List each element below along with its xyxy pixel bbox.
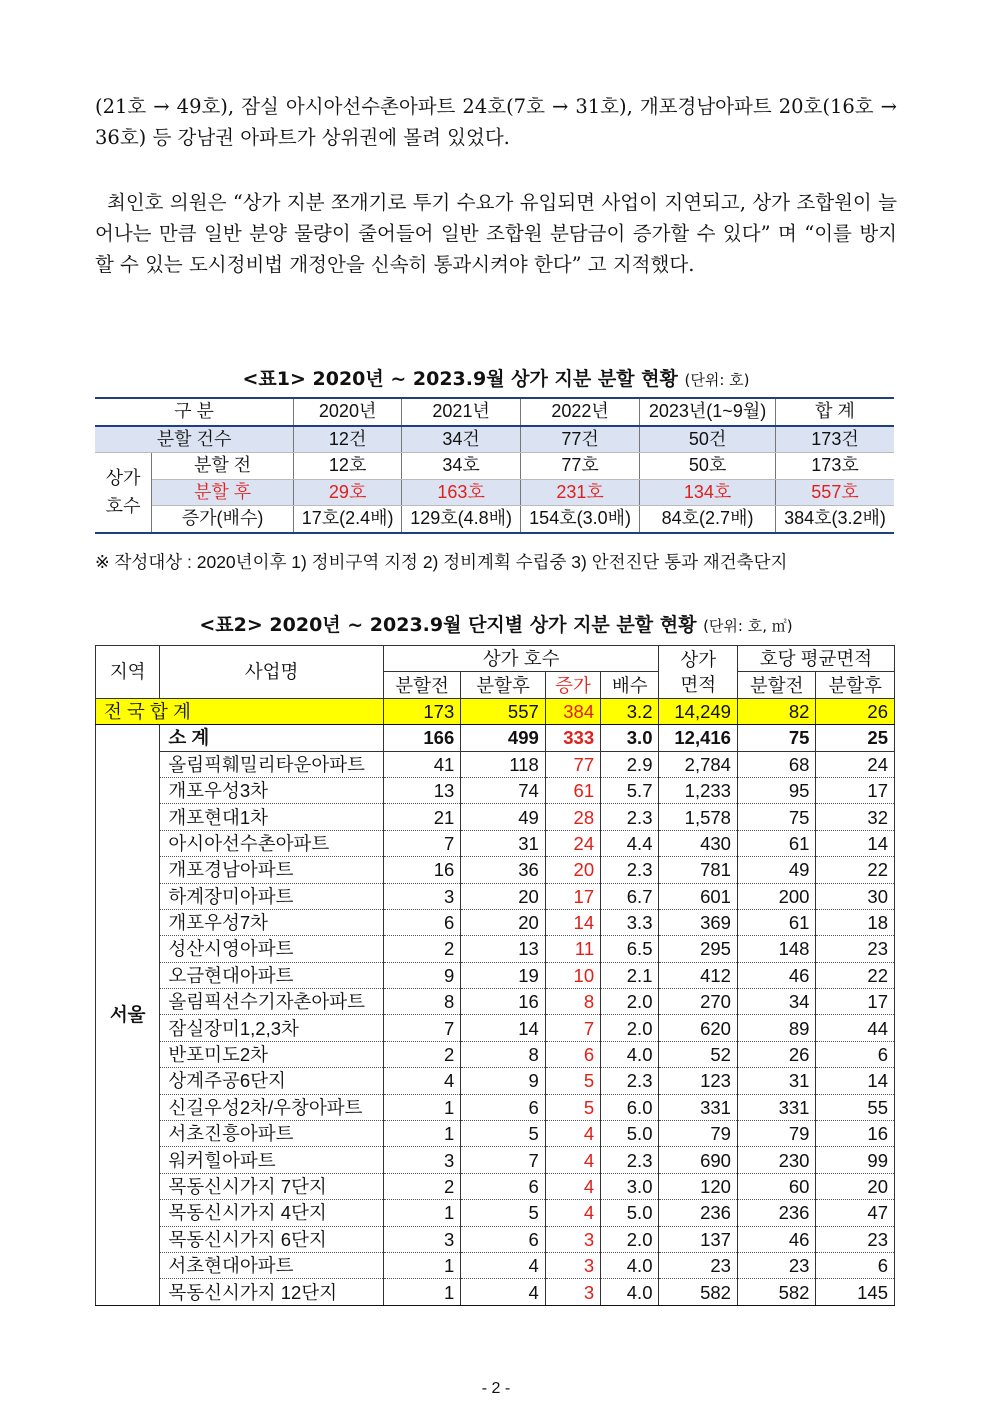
table1-header-cell: 합 계 — [776, 398, 894, 426]
table2-cell: 1,233 — [659, 777, 737, 803]
table2-cell: 82 — [737, 698, 815, 724]
table2-cell: 44 — [816, 1015, 895, 1041]
table2-cell: 6 — [461, 1226, 546, 1252]
table2-cell: 3.2 — [601, 698, 659, 724]
table2-subtotal-label: 소 계 — [160, 725, 383, 751]
table1-cell: 154호(3.0배) — [521, 506, 640, 533]
table2-cell: 4 — [461, 1252, 546, 1278]
table2-header-store-count: 상가 호수 — [383, 646, 659, 672]
table2-cell: 9 — [383, 962, 460, 988]
table1 — [95, 397, 894, 534]
table2-project-name: 서초현대아파트 — [160, 1252, 383, 1278]
table2-subtotal-row — [96, 725, 895, 751]
table2-cell: 4 — [461, 1279, 546, 1305]
table2-cell: 690 — [659, 1147, 737, 1173]
table1-cell: 84호(2.7배) — [640, 506, 776, 533]
paragraph-1: (21호 → 49호), 잠실 아시아선수촌아파트 24호(7호 → 31호), 개포경남아파트 20호(16호 → 36호) 등 강남권 아파트가 상위권에 몰려 있었다. — [95, 95, 897, 149]
table2-header-cell: 분할전 — [383, 672, 460, 698]
table1-cell: 29호 — [294, 479, 402, 506]
table2-cell: 1 — [383, 1252, 460, 1278]
table2-header-area: 상가 면적 — [659, 646, 737, 699]
table2-data-row — [96, 777, 895, 803]
table2-cell: 118 — [461, 751, 546, 777]
table2-data-row — [96, 936, 895, 962]
table1-row-label: 분할 후 — [152, 479, 294, 506]
table2-cell: 23 — [737, 1252, 815, 1278]
table2-cell: 2.3 — [601, 1068, 659, 1094]
table2-caption — [0, 610, 992, 637]
table2-cell: 5 — [545, 1068, 600, 1094]
table2-cell: 2.3 — [601, 804, 659, 830]
table2-cell: 6 — [545, 1041, 600, 1067]
table1-group-label: 상가 호수 — [95, 453, 152, 533]
table2-cell: 6.5 — [601, 936, 659, 962]
table2-cell: 16 — [816, 1121, 895, 1147]
table2-cell: 31 — [461, 830, 546, 856]
table2-project-name: 잠실장미1,2,3차 — [160, 1015, 383, 1041]
table2-cell: 1 — [383, 1094, 460, 1120]
table2-cell: 12,416 — [659, 725, 737, 751]
table2-cell: 230 — [737, 1147, 815, 1173]
table2-header-region: 지역 — [96, 646, 160, 699]
table2-cell: 369 — [659, 909, 737, 935]
table2-cell: 137 — [659, 1226, 737, 1252]
table2-cell: 3.0 — [601, 1173, 659, 1199]
table2-cell: 14 — [816, 1068, 895, 1094]
table1-header-cell: 2020년 — [294, 398, 402, 426]
table2-cell: 14 — [545, 909, 600, 935]
table2-cell: 384 — [545, 698, 600, 724]
table1-row-increase — [95, 506, 894, 533]
table2-header-cell: 분할전 — [737, 672, 815, 698]
table2-project-name: 목동신시가지 4단지 — [160, 1200, 383, 1226]
table2-cell: 2.1 — [601, 962, 659, 988]
table2-cell: 20 — [545, 857, 600, 883]
table2-data-row — [96, 1147, 895, 1173]
table2-cell: 6 — [461, 1094, 546, 1120]
table1-cell: 173호 — [776, 453, 894, 480]
table2-cell: 13 — [383, 777, 460, 803]
table2-title: <표2> 2020년 ~ 2023.9월 단지별 상가 지분 분할 현황 — [199, 614, 697, 636]
table2-project-name: 성산시영아파트 — [160, 936, 383, 962]
table2-cell: 34 — [737, 989, 815, 1015]
table1-row-label: 분할 전 — [152, 453, 294, 480]
table2-data-row — [96, 1173, 895, 1199]
table2-region-label: 서울 — [96, 725, 160, 1306]
table2-project-name: 서초진흥아파트 — [160, 1121, 383, 1147]
table2-cell: 1 — [383, 1121, 460, 1147]
table2-cell: 5.0 — [601, 1121, 659, 1147]
table2-data-row — [96, 1015, 895, 1041]
table2-cell: 4.4 — [601, 830, 659, 856]
table2-cell: 2.3 — [601, 857, 659, 883]
table1-count-row — [95, 426, 894, 453]
table1-cell: 77건 — [521, 426, 640, 453]
table2-cell: 412 — [659, 962, 737, 988]
table2-cell: 4 — [545, 1147, 600, 1173]
table2-cell: 52 — [659, 1041, 737, 1067]
table2-data-row — [96, 1068, 895, 1094]
table2-cell: 2 — [383, 936, 460, 962]
table2-cell: 68 — [737, 751, 815, 777]
table2-cell: 28 — [545, 804, 600, 830]
table1-row-label: 증가(배수) — [152, 506, 294, 533]
table2 — [95, 645, 895, 1306]
table2-cell: 3 — [545, 1279, 600, 1305]
table2-cell: 61 — [737, 909, 815, 935]
table1-cell: 384호(3.2배) — [776, 506, 894, 533]
table1-cell: 17호(2.4배) — [294, 506, 402, 533]
table2-cell: 23 — [659, 1252, 737, 1278]
table2-data-row — [96, 989, 895, 1015]
table2-cell: 19 — [461, 962, 546, 988]
table2-cell: 5.0 — [601, 1200, 659, 1226]
table2-cell: 25 — [816, 725, 895, 751]
table2-cell: 10 — [545, 962, 600, 988]
table2-data-row — [96, 1226, 895, 1252]
table2-project-name: 목동신시가지 6단지 — [160, 1226, 383, 1252]
table2-project-name: 목동신시가지 12단지 — [160, 1279, 383, 1305]
table2-data-row — [96, 1200, 895, 1226]
table2-cell: 11 — [545, 936, 600, 962]
table2-cell: 2.3 — [601, 1147, 659, 1173]
table2-cell: 74 — [461, 777, 546, 803]
table2-project-name: 올림픽선수기자촌아파트 — [160, 989, 383, 1015]
table2-cell: 3.0 — [601, 725, 659, 751]
table2-cell: 16 — [383, 857, 460, 883]
table2-cell: 3 — [383, 1147, 460, 1173]
table1-cell: 231호 — [521, 479, 640, 506]
table2-project-name: 상계주공6단지 — [160, 1068, 383, 1094]
table2-cell: 8 — [383, 989, 460, 1015]
table1-cell: 129호(4.8배) — [402, 506, 521, 533]
table1-cell: 50건 — [640, 426, 776, 453]
table2-data-row — [96, 751, 895, 777]
table2-cell: 36 — [461, 857, 546, 883]
table2-cell: 4 — [383, 1068, 460, 1094]
table2-cell: 79 — [737, 1121, 815, 1147]
table2-data-row — [96, 909, 895, 935]
table2-cell: 8 — [461, 1041, 546, 1067]
table1-header-cell: 2021년 — [402, 398, 521, 426]
table2-cell: 23 — [816, 1226, 895, 1252]
table2-cell: 30 — [816, 883, 895, 909]
table2-cell: 9 — [461, 1068, 546, 1094]
table2-cell: 16 — [461, 989, 546, 1015]
table2-project-name: 올림픽훼밀리타운아파트 — [160, 751, 383, 777]
table2-project-name: 반포미도2차 — [160, 1041, 383, 1067]
table2-cell: 55 — [816, 1094, 895, 1120]
table2-cell: 14,249 — [659, 698, 737, 724]
table2-cell: 236 — [659, 1200, 737, 1226]
table2-header-cell: 분할후 — [816, 672, 895, 698]
table1-row-after — [95, 479, 894, 506]
table2-cell: 2.0 — [601, 989, 659, 1015]
table2-cell: 2.0 — [601, 1226, 659, 1252]
table1-cell: 163호 — [402, 479, 521, 506]
table1-header-row — [95, 398, 894, 426]
table2-cell: 5 — [461, 1200, 546, 1226]
table2-cell: 6 — [816, 1041, 895, 1067]
table2-project-name: 개포현대1차 — [160, 804, 383, 830]
table2-cell: 148 — [737, 936, 815, 962]
table2-cell: 13 — [461, 936, 546, 962]
table2-cell: 2.9 — [601, 751, 659, 777]
table2-cell: 6.0 — [601, 1094, 659, 1120]
table1-cell: 77호 — [521, 453, 640, 480]
table1-cell: 12건 — [294, 426, 402, 453]
table2-cell: 5 — [461, 1121, 546, 1147]
table2-cell: 4 — [545, 1200, 600, 1226]
table2-cell: 18 — [816, 909, 895, 935]
table2-header-cell: 분할후 — [461, 672, 546, 698]
table2-cell: 166 — [383, 725, 460, 751]
table1-unit: (단위: 호) — [684, 371, 750, 389]
table2-cell: 2.0 — [601, 1015, 659, 1041]
table2-cell: 26 — [816, 698, 895, 724]
table2-cell: 4 — [545, 1173, 600, 1199]
table2-cell: 7 — [461, 1147, 546, 1173]
table2-cell: 6 — [383, 909, 460, 935]
table2-data-row — [96, 962, 895, 988]
table2-cell: 22 — [816, 962, 895, 988]
table2-cell: 5 — [545, 1094, 600, 1120]
table2-cell: 173 — [383, 698, 460, 724]
table2-cell: 17 — [545, 883, 600, 909]
table2-cell: 582 — [737, 1279, 815, 1305]
table2-cell: 1 — [383, 1200, 460, 1226]
table2-cell: 24 — [545, 830, 600, 856]
table2-cell: 7 — [545, 1015, 600, 1041]
table1-cell: 134호 — [640, 479, 776, 506]
table2-cell: 200 — [737, 883, 815, 909]
table1-header-cell: 2022년 — [521, 398, 640, 426]
table2-data-row — [96, 804, 895, 830]
table2-cell: 781 — [659, 857, 737, 883]
table2-cell: 46 — [737, 962, 815, 988]
table2-header-cell: 증가 — [545, 672, 600, 698]
table2-cell: 3 — [545, 1252, 600, 1278]
table2-cell: 26 — [737, 1041, 815, 1067]
table2-project-name: 오금현대아파트 — [160, 962, 383, 988]
table2-cell: 236 — [737, 1200, 815, 1226]
table2-cell: 2 — [383, 1173, 460, 1199]
table2-cell: 17 — [816, 989, 895, 1015]
table1-header-cell: 구 분 — [95, 398, 294, 426]
table2-project-name: 아시아선수촌아파트 — [160, 830, 383, 856]
table2-cell: 3 — [383, 1226, 460, 1252]
table2-cell: 1,578 — [659, 804, 737, 830]
table2-data-row — [96, 1252, 895, 1278]
table2-cell: 32 — [816, 804, 895, 830]
table2-cell: 23 — [816, 936, 895, 962]
table2-project-name: 목동신시가지 7단지 — [160, 1173, 383, 1199]
table2-cell: 77 — [545, 751, 600, 777]
table2-cell: 270 — [659, 989, 737, 1015]
table2-cell: 4.0 — [601, 1252, 659, 1278]
table2-cell: 60 — [737, 1173, 815, 1199]
page-number: - 2 - — [481, 1380, 511, 1397]
table2-cell: 75 — [737, 804, 815, 830]
table2-cell: 3 — [383, 883, 460, 909]
table2-cell: 7 — [383, 830, 460, 856]
table2-cell: 3.3 — [601, 909, 659, 935]
table2-project-name: 워커힐아파트 — [160, 1147, 383, 1173]
table2-cell: 75 — [737, 725, 815, 751]
table2-cell: 8 — [545, 989, 600, 1015]
table2-cell: 120 — [659, 1173, 737, 1199]
table2-cell: 49 — [461, 804, 546, 830]
table2-cell: 2 — [383, 1041, 460, 1067]
table2-cell: 620 — [659, 1015, 737, 1041]
table2-cell: 4.0 — [601, 1041, 659, 1067]
table2-cell: 14 — [816, 830, 895, 856]
table1-row-before — [95, 453, 894, 480]
table2-cell: 331 — [659, 1094, 737, 1120]
table2-cell: 499 — [461, 725, 546, 751]
table1-row-label: 분할 건수 — [95, 426, 294, 453]
table2-cell: 14 — [461, 1015, 546, 1041]
table2-cell: 99 — [816, 1147, 895, 1173]
table2-data-row — [96, 1094, 895, 1120]
table2-data-row — [96, 1041, 895, 1067]
table2-cell: 41 — [383, 751, 460, 777]
table2-cell: 17 — [816, 777, 895, 803]
table2-cell: 6 — [816, 1252, 895, 1278]
table2-total-row — [96, 698, 895, 724]
table2-cell: 20 — [461, 909, 546, 935]
table2-cell: 333 — [545, 725, 600, 751]
table2-project-name: 하계장미아파트 — [160, 883, 383, 909]
table2-data-row — [96, 857, 895, 883]
table2-total-label: 전 국 합 계 — [96, 698, 384, 724]
table2-header-avg-area: 호당 평균면적 — [737, 646, 894, 672]
table2-cell: 4.0 — [601, 1279, 659, 1305]
table2-cell: 49 — [737, 857, 815, 883]
table2-project-name: 신길우성2차/우창아파트 — [160, 1094, 383, 1120]
table2-cell: 557 — [461, 698, 546, 724]
table2-cell: 145 — [816, 1279, 895, 1305]
table1-cell: 34호 — [402, 453, 521, 480]
table2-cell: 2,784 — [659, 751, 737, 777]
table1-note: ※ 작성대상 : 2020년이후 1) 정비구역 지정 2) 정비계획 수립중 3) 안전진단 통과 재건축단지 — [95, 552, 788, 572]
table2-cell: 4 — [545, 1121, 600, 1147]
table2-cell: 21 — [383, 804, 460, 830]
table2-cell: 47 — [816, 1200, 895, 1226]
table2-data-row — [96, 830, 895, 856]
table2-cell: 89 — [737, 1015, 815, 1041]
table2-cell: 79 — [659, 1121, 737, 1147]
table2-cell: 582 — [659, 1279, 737, 1305]
table1-title: <표1> 2020년 ~ 2023.9월 상가 지분 분할 현황 — [242, 368, 678, 390]
table2-cell: 61 — [545, 777, 600, 803]
table1-cell: 557호 — [776, 479, 894, 506]
table2-unit: (단위: 호, ㎡) — [703, 617, 793, 635]
table2-cell: 430 — [659, 830, 737, 856]
table1-caption — [0, 364, 992, 391]
table2-data-row — [96, 1279, 895, 1305]
table2-cell: 295 — [659, 936, 737, 962]
table2-cell: 20 — [816, 1173, 895, 1199]
table2-data-row — [96, 1121, 895, 1147]
table2-cell: 20 — [461, 883, 546, 909]
table2-project-name: 개포우성7차 — [160, 909, 383, 935]
table1-cell: 12호 — [294, 453, 402, 480]
table2-cell: 6 — [461, 1173, 546, 1199]
table2-cell: 5.7 — [601, 777, 659, 803]
table1-cell: 34건 — [402, 426, 521, 453]
table2-cell: 123 — [659, 1068, 737, 1094]
table2-cell: 95 — [737, 777, 815, 803]
table2-cell: 1 — [383, 1279, 460, 1305]
table2-project-name: 개포경남아파트 — [160, 857, 383, 883]
table2-cell: 22 — [816, 857, 895, 883]
table2-cell: 331 — [737, 1094, 815, 1120]
table2-project-name: 개포우성3차 — [160, 777, 383, 803]
table2-cell: 46 — [737, 1226, 815, 1252]
table2-cell: 3 — [545, 1226, 600, 1252]
table2-cell: 7 — [383, 1015, 460, 1041]
table2-cell: 24 — [816, 751, 895, 777]
table2-cell: 61 — [737, 830, 815, 856]
table1-header-cell: 2023년(1~9월) — [640, 398, 776, 426]
table2-data-row — [96, 883, 895, 909]
table2-cell: 601 — [659, 883, 737, 909]
table1-cell: 173건 — [776, 426, 894, 453]
table2-header-name: 사업명 — [160, 646, 383, 699]
table2-header-row-top — [96, 646, 895, 672]
paragraph-2: 최인호 의원은 “상가 지분 쪼개기로 투기 수요가 유입되면 사업이 지연되고, 상가 조합원이 늘어나는 만큼 일반 분양 물량이 줄어들어 일반 조합원 분담금이 증가할 수 있다” 며 “이를 방지할 수 있는 도시정비법 개정안을 신속히 통과시켜야 한다” 고 지적했다. — [95, 191, 897, 276]
table1-cell: 50호 — [640, 453, 776, 480]
table2-header-cell: 배수 — [601, 672, 659, 698]
table2-cell: 31 — [737, 1068, 815, 1094]
table2-cell: 6.7 — [601, 883, 659, 909]
